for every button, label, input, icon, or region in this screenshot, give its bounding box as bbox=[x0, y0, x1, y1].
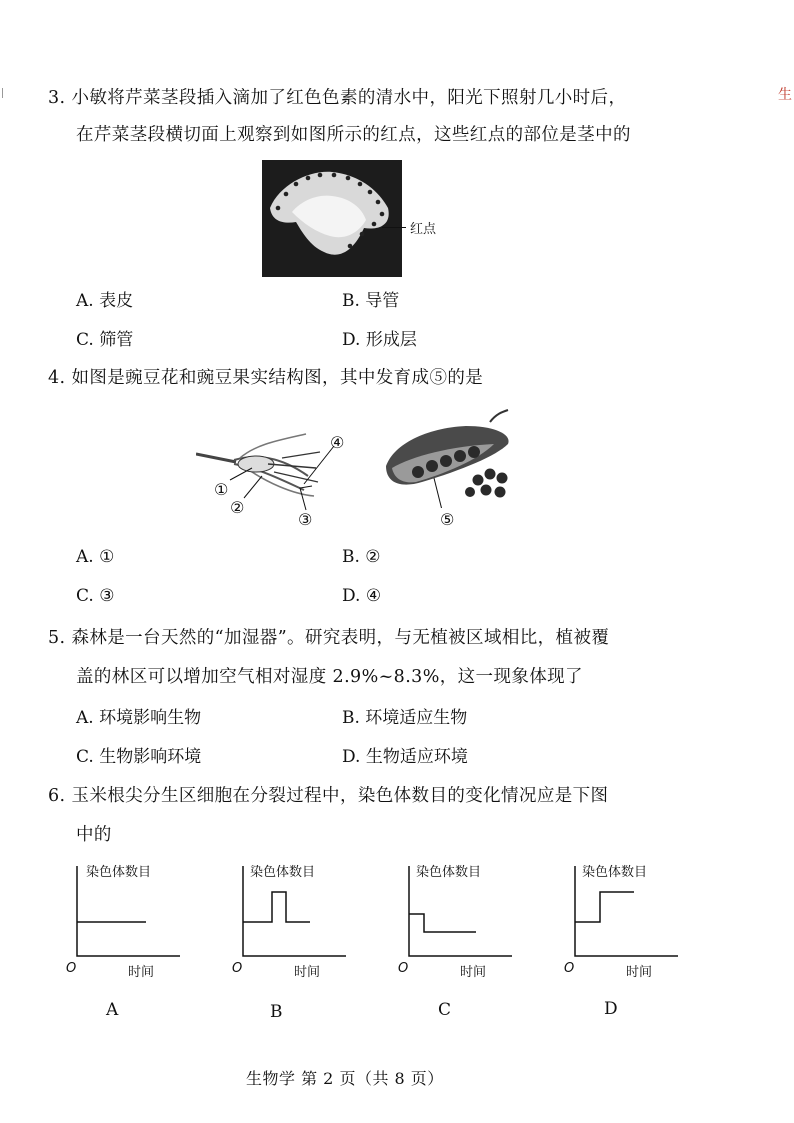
q4-line1: 4. 如图是豌豆花和豌豆果实结构图，其中发育成⑤的是 bbox=[48, 368, 484, 388]
graph-c-xlabel: 时间 bbox=[460, 965, 487, 980]
graph-c bbox=[394, 856, 514, 986]
q5-option-a[interactable]: A. 环境影响生物 bbox=[76, 708, 202, 728]
red-dot-pointer-line bbox=[382, 227, 406, 228]
marker-3: ③ bbox=[298, 510, 313, 529]
edge-mark: 生 bbox=[778, 87, 792, 103]
graph-a-origin: O bbox=[66, 961, 77, 976]
marker-2: ② bbox=[230, 498, 245, 517]
graph-d-ylabel: 染色体数目 bbox=[582, 865, 648, 880]
graph-c-letter[interactable]: C bbox=[438, 1000, 452, 1020]
q3-option-c[interactable]: C. 筛管 bbox=[76, 330, 134, 350]
graph-a bbox=[62, 856, 182, 986]
graph-b-letter[interactable]: B bbox=[270, 1002, 283, 1022]
graph-b-origin: O bbox=[232, 961, 243, 976]
graph-d bbox=[560, 856, 680, 986]
left-edge-tick bbox=[2, 88, 3, 98]
graph-a-svg bbox=[62, 856, 182, 986]
q5-option-c[interactable]: C. 生物影响环境 bbox=[76, 747, 202, 767]
q3-line1: 3. 小敏将芹菜茎段插入滴加了红色色素的清水中，阳光下照射几小时后， bbox=[48, 88, 627, 108]
graph-c-ylabel: 染色体数目 bbox=[416, 865, 482, 880]
graph-d-svg bbox=[560, 856, 680, 986]
pea-pod-image bbox=[382, 404, 522, 508]
graph-c-line bbox=[409, 914, 476, 932]
celery-cross-section-svg bbox=[262, 160, 402, 277]
graph-c-svg bbox=[394, 856, 514, 986]
q4-option-b[interactable]: B. ② bbox=[342, 547, 381, 567]
q5-option-b[interactable]: B. 环境适应生物 bbox=[342, 708, 468, 728]
graph-b-ylabel: 染色体数目 bbox=[250, 865, 316, 880]
graph-a-ylabel: 染色体数目 bbox=[86, 865, 152, 880]
q3-option-d[interactable]: D. 形成层 bbox=[342, 330, 417, 350]
marker-1: ① bbox=[214, 480, 229, 499]
q4-option-c[interactable]: C. ③ bbox=[76, 586, 115, 606]
graph-b-xlabel: 时间 bbox=[294, 965, 321, 980]
graph-d-letter[interactable]: D bbox=[604, 999, 618, 1019]
marker-5: ⑤ bbox=[440, 510, 455, 529]
graph-b-line bbox=[243, 892, 310, 922]
q4-option-d[interactable]: D. ④ bbox=[342, 586, 382, 606]
graph-d-xlabel: 时间 bbox=[626, 965, 653, 980]
q3-line2: 在芹菜茎段横切面上观察到如图所示的红点，这些红点的部位是茎中的 bbox=[76, 125, 631, 145]
graph-b-svg bbox=[228, 856, 348, 986]
graph-a-letter[interactable]: A bbox=[106, 1000, 119, 1020]
q6-line1: 6. 玉米根尖分生区细胞在分裂过程中，染色体数目的变化情况应是下图 bbox=[48, 786, 609, 806]
q5-option-d[interactable]: D. 生物适应环境 bbox=[342, 747, 468, 767]
graph-b bbox=[228, 856, 348, 986]
q4-option-a[interactable]: A. ① bbox=[76, 547, 115, 567]
pea-pod-svg bbox=[382, 404, 522, 508]
q3-option-b[interactable]: B. 导管 bbox=[342, 291, 400, 311]
graph-d-origin: O bbox=[564, 961, 575, 976]
graph-a-xlabel: 时间 bbox=[128, 965, 155, 980]
celery-cross-section-image bbox=[262, 160, 402, 277]
graph-c-origin: O bbox=[398, 961, 409, 976]
page-footer: 生物学 第 2 页（共 8 页） bbox=[246, 1069, 444, 1088]
q3-option-a[interactable]: A. 表皮 bbox=[76, 291, 134, 311]
q6-line2: 中的 bbox=[76, 825, 112, 845]
q5-line1: 5. 森林是一台天然的“加湿器”。研究表明，与无植被区域相比，植被覆 bbox=[48, 628, 610, 648]
red-dot-label: 红点 bbox=[410, 222, 437, 237]
graph-d-line bbox=[575, 892, 634, 922]
q5-line2: 盖的林区可以增加空气相对湿度 2.9%~8.3%，这一现象体现了 bbox=[76, 667, 583, 687]
marker-4: ④ bbox=[330, 433, 345, 452]
